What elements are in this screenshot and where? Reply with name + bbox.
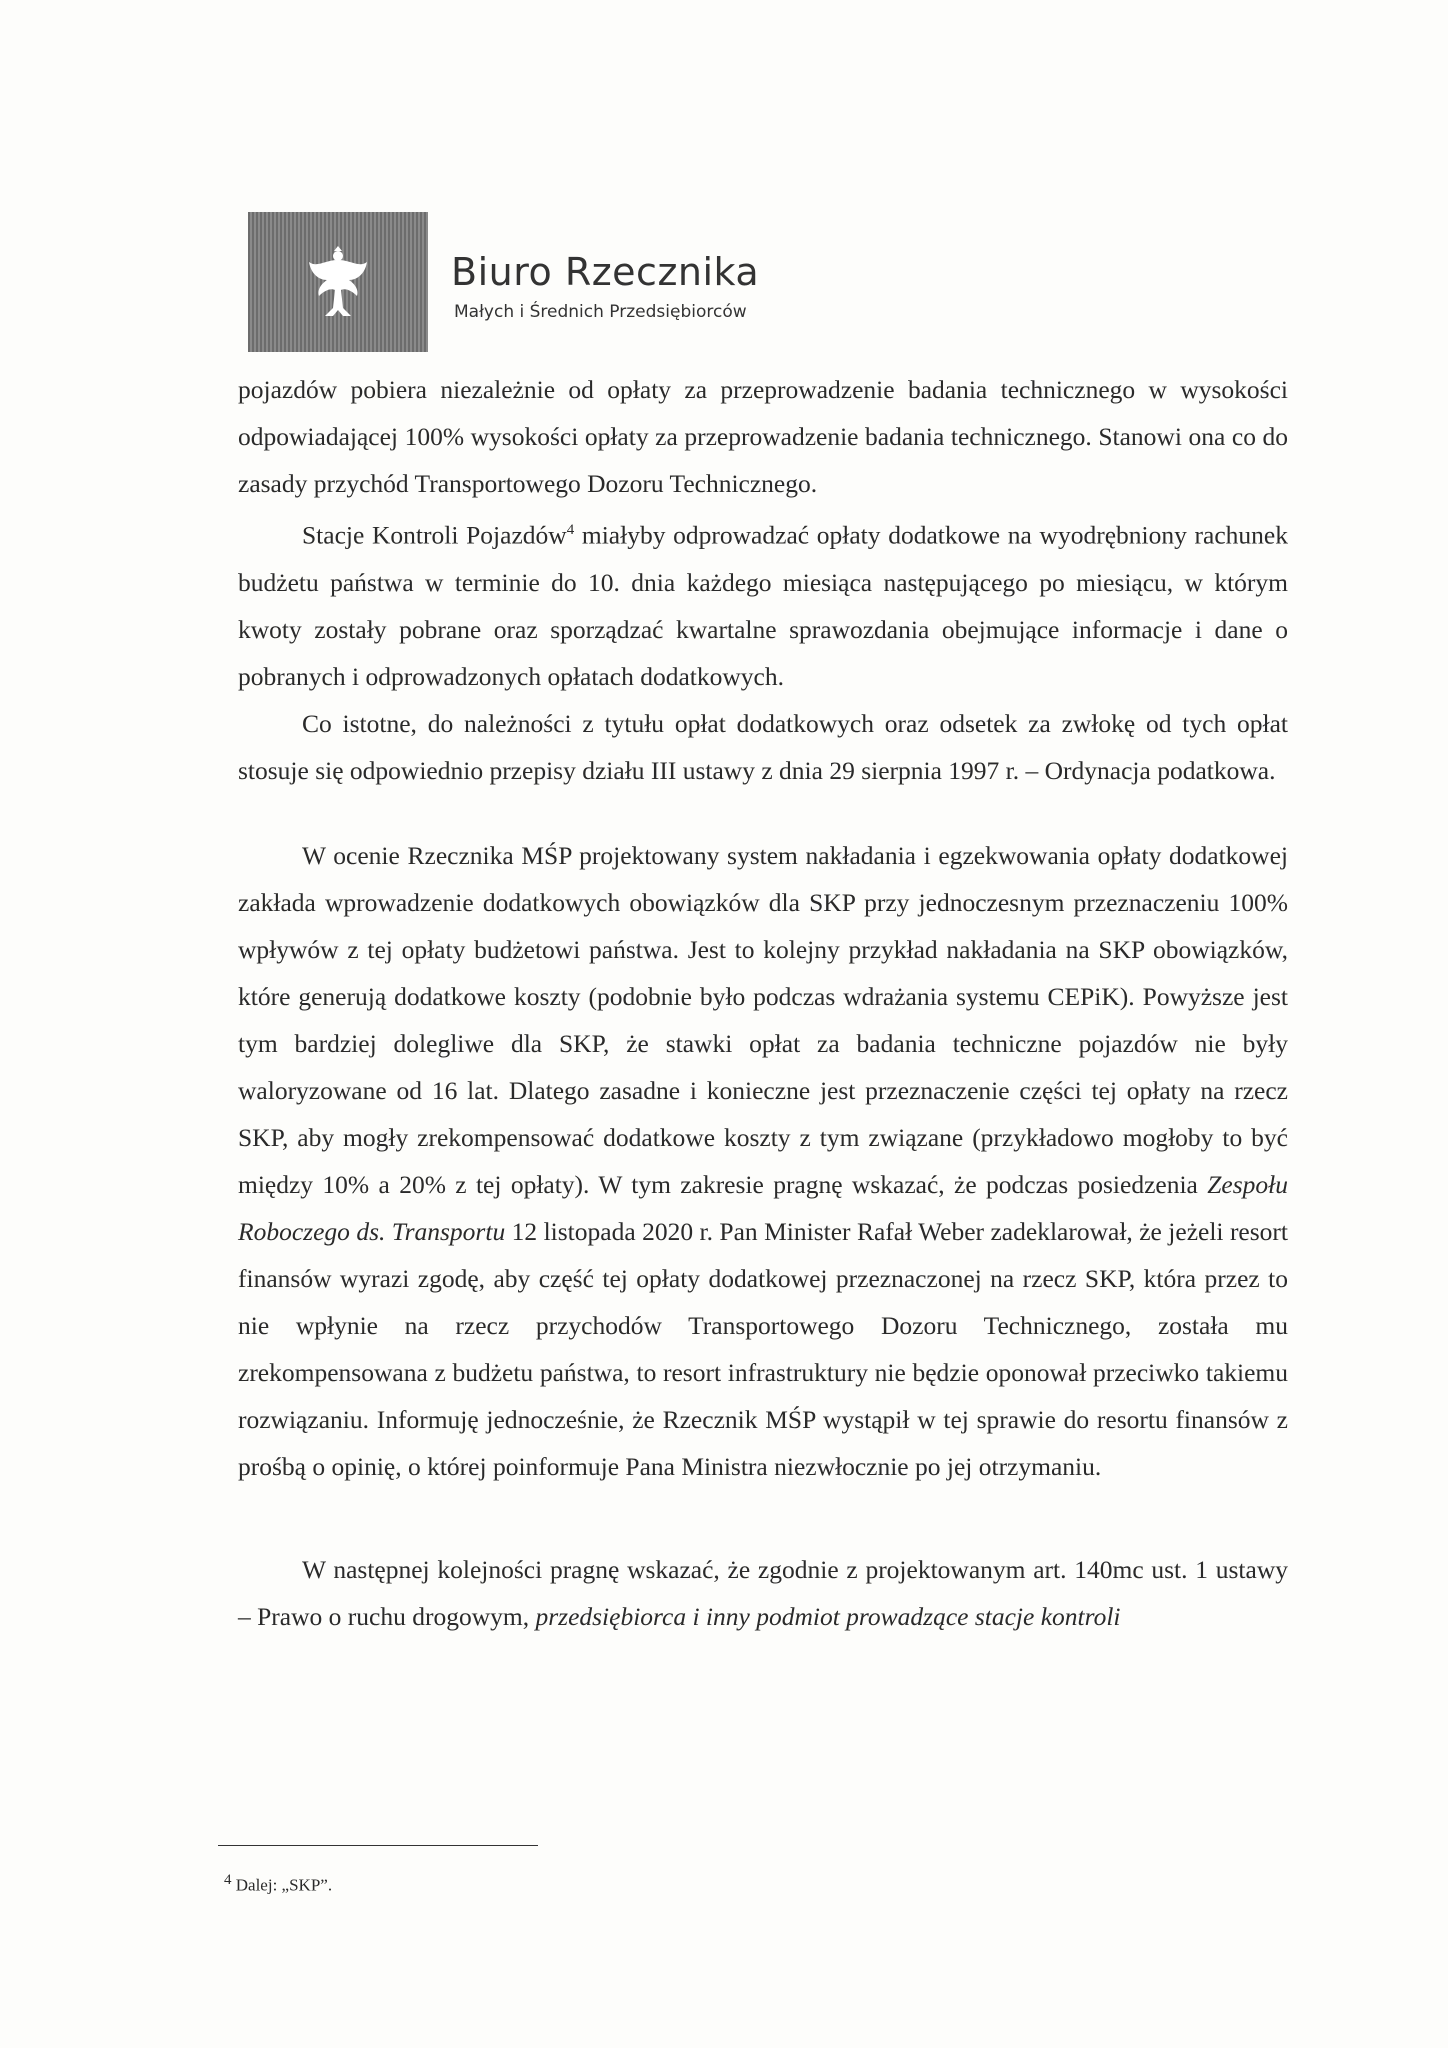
footnote: $^4$ Dalej: „SKP”. [224, 1872, 333, 1895]
letter-body [238, 366, 1288, 1640]
office-subtitle: Małych i Średnich Przedsiębiorców [454, 302, 747, 322]
paragraph-5: W następnej kolejności pragnę wskazać, że zgodnie z projektowanym art. 140mc ust. 1 ustawy – Prawo o ruchu drogowym, przedsiębiorca i inny podmiot prowadzące stacje kontroli [238, 1554, 1288, 1631]
paragraph-1: pojazdów pobiera niezależnie od opłaty za przeprowadzenie badania technicznego w wysokości odpowiadającej 100% wysokości opłaty za przeprowadzenie badania technicznego. Stanowi ona co do zasady przychód Transportowego Dozoru Technicznego. [238, 375, 1288, 498]
letterhead [248, 212, 808, 352]
paragraph-4: W ocenie Rzecznika MŚP projektowany system nakładania i egzekwowania opłaty dodatkowej zakłada wprowadzenie dodatkowych obowiązków dla SKP przy jednoczesnym przeznaczeniu 100% wpływów z tej opłaty budżetowi państwa. Jest to kolejny przykład nakładania na SKP obowiązków, które generują dodatkowe koszty (podobnie było podczas wdrażania systemu CEPiK). Powyższe jest tym bardziej dolegliwe dla SKP, że stawki opłat za badania techniczne pojazdów nie były waloryzowane od 16 lat. Dlatego zasadne i konieczne jest przeznaczenie części tej opłaty na rzecz SKP, aby mogły zrekompensować dodatkowe koszty z tym związane (przykładowo mogłoby to być między 10% a 20% z tej opłaty). W tym zakresie pragnę wskazać, że podczas posiedzenia Zespołu Roboczego ds. Transportu 12 listopada 2020 r. Pan Minister Rafał Weber zadeklarował, że jeżeli resort finansów wyrazi zgodę, aby część tej opłaty dodatkowej przeznaczonej na rzecz SKP, która przez to nie wpłynie na rzecz przychodów Transportowego Dozoru Technicznego, została mu zrekompensowana z budżetu państwa, to resort infrastruktury nie będzie oponował przeciwko takiemu rozwiązaniu. Informuję jednocześnie, że Rzecznik MŚP wystąpił w tej sprawie do resortu finansów z prośbą o opinię, o której poinformuje Pana Ministra niezwłocznie po jej otrzymaniu. [238, 840, 1288, 1481]
footnote-divider [218, 1845, 538, 1846]
paragraph-3: Co istotne, do należności z tytułu opłat dodatkowych oraz odsetek za zwłokę od tych opłat stosuje się odpowiednio przepisy działu III ustawy z dnia 29 sierpnia 1997 r. – Ordynacja podatkowa. [238, 708, 1288, 785]
white-eagle-icon [303, 240, 373, 324]
footnote-reference: 4 [566, 522, 575, 538]
emblem-box [248, 212, 428, 352]
office-title: Biuro Rzecznika [451, 250, 760, 294]
paragraph-2: Stacje Kontroli Pojazdów$^4$ miałyby odprowadzać opłaty dodatkowe na wyodrębniony rachunek budżetu państwa w terminie do 10. dnia każdego miesiąca następującego po miesiącu, w którym kwoty zostały pobrane oraz sporządzać kwartalne sprawozdania obejmujące informacje i dane o pobranych i odprowadzonych opłatach dodatkowych. [238, 520, 1288, 691]
